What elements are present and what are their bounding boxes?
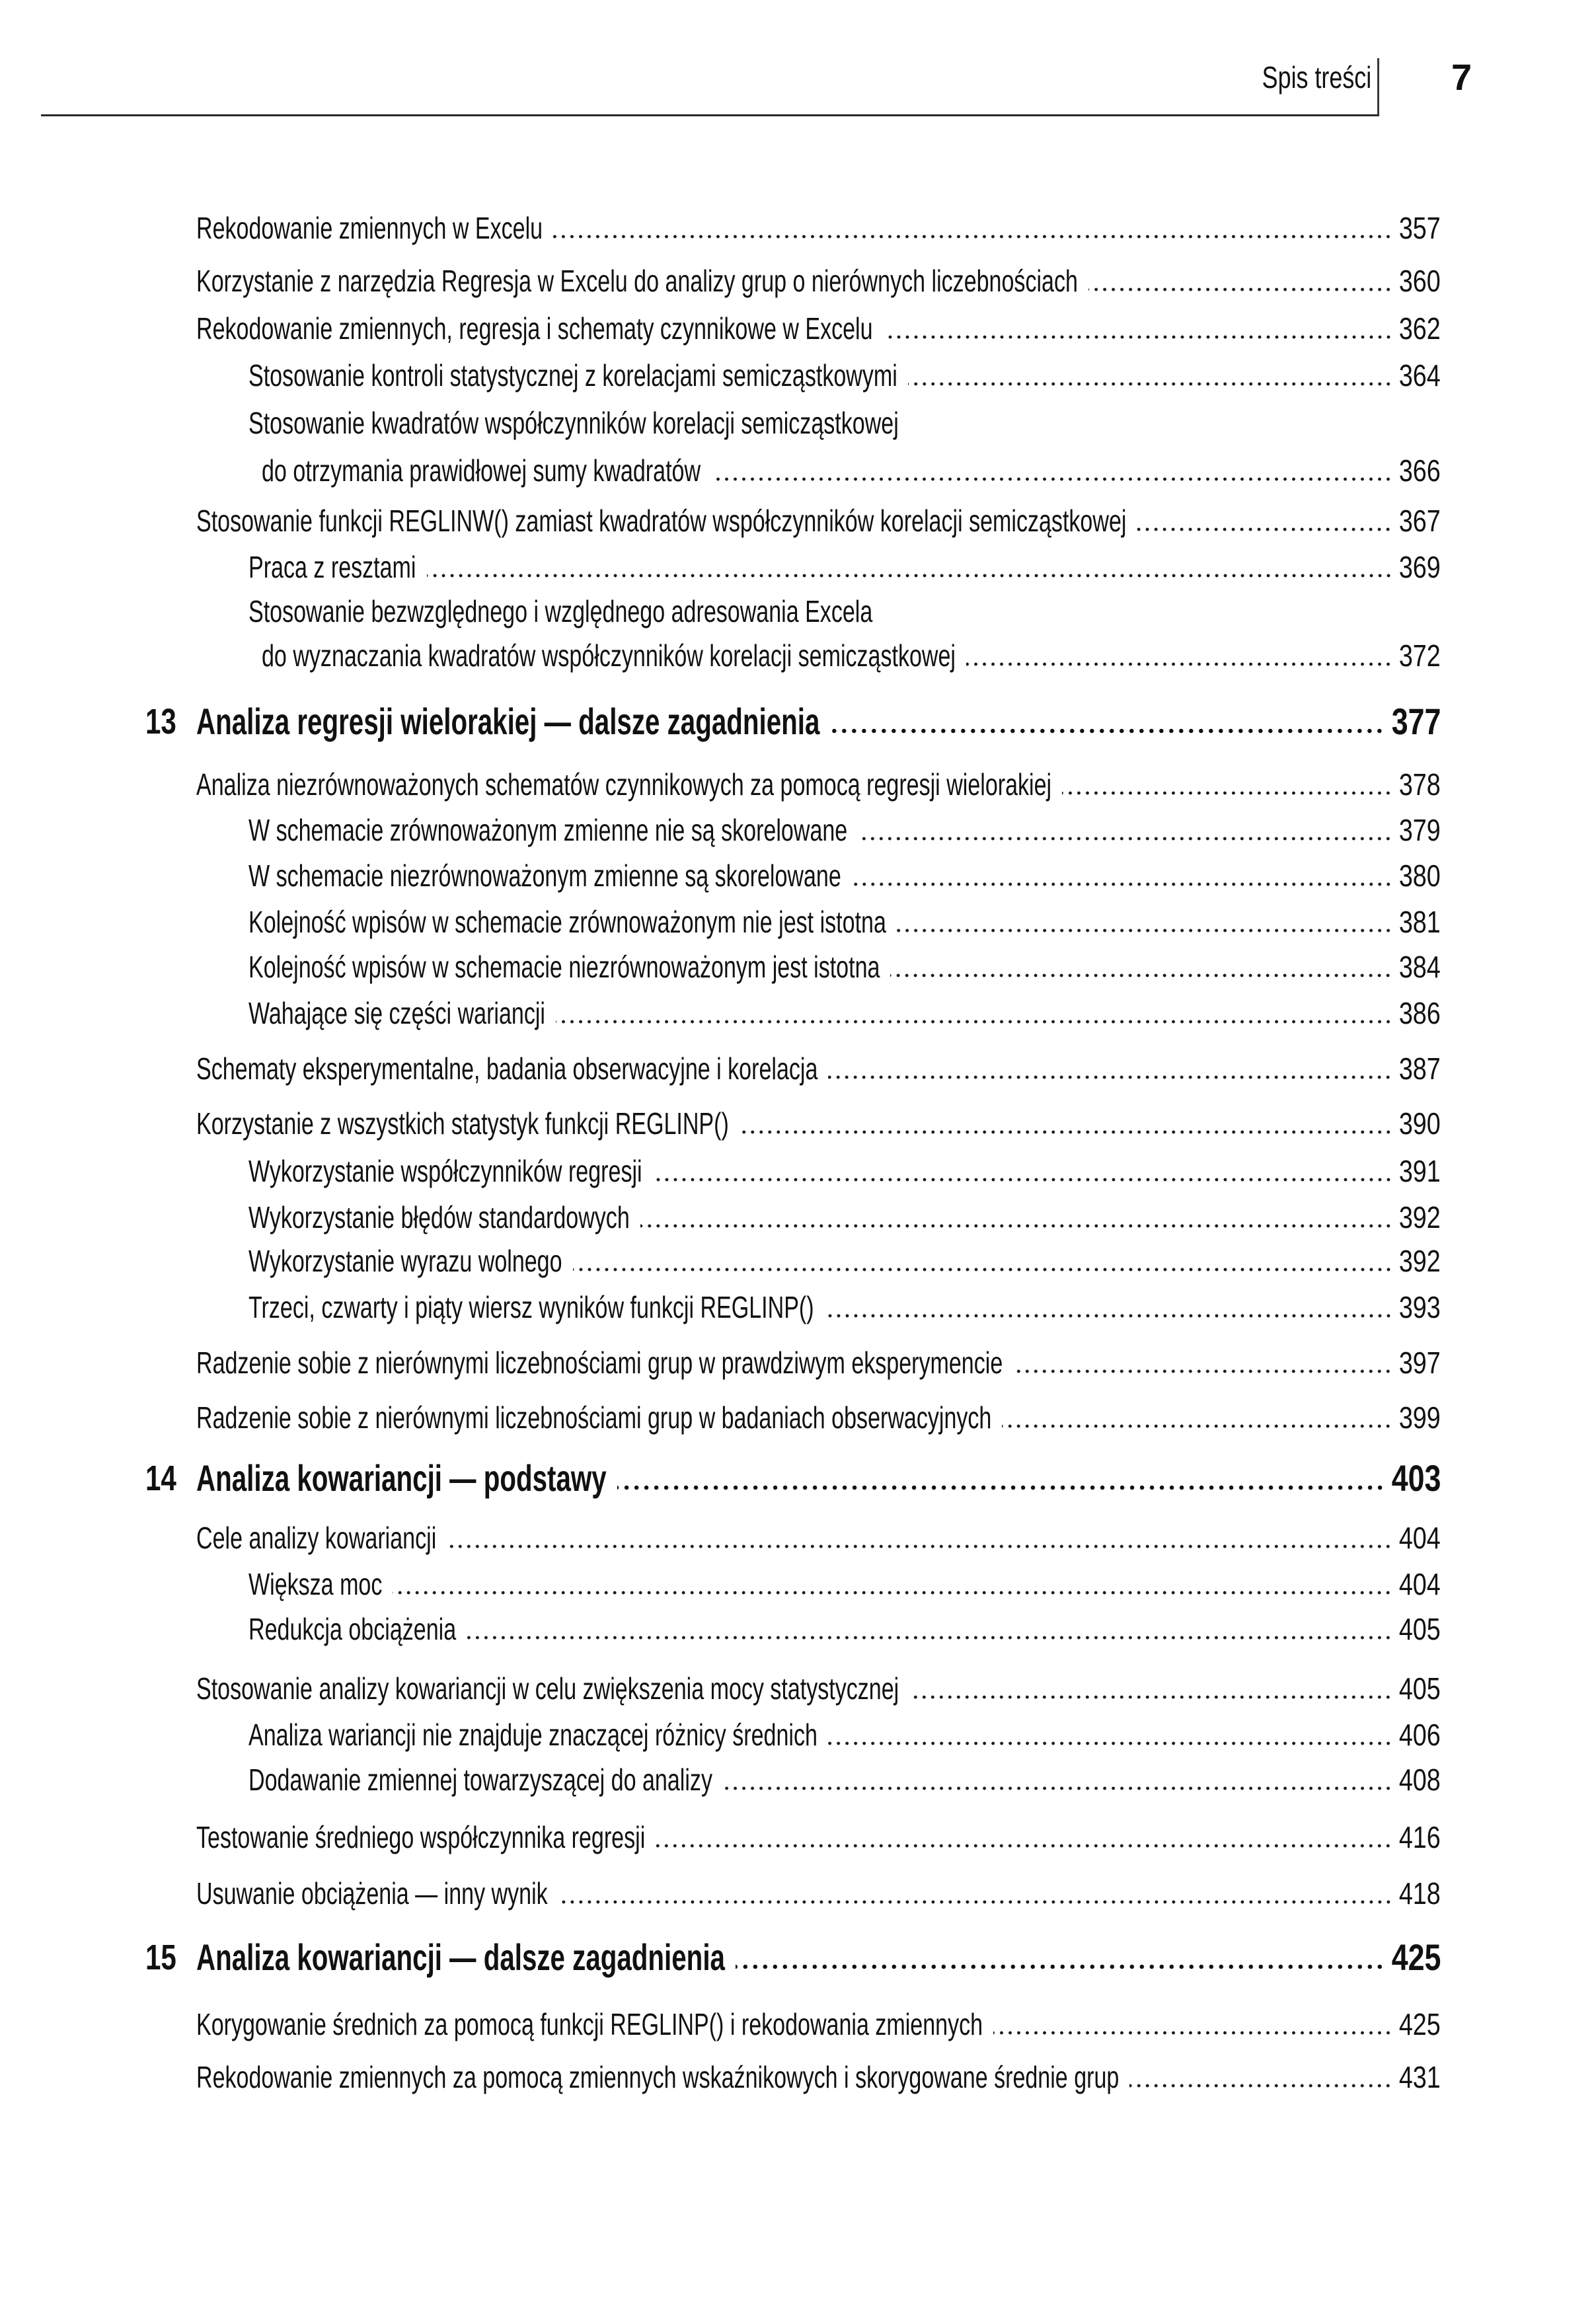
dot-leader xyxy=(966,662,1392,666)
entry-title: Cele analizy kowariancji xyxy=(196,1521,437,1555)
toc-entry[interactable] xyxy=(0,2057,1596,2097)
toc-chapter-entry[interactable] xyxy=(0,702,1596,741)
dot-leader xyxy=(1062,791,1392,795)
dot-leader xyxy=(556,1020,1392,1024)
dot-leader xyxy=(1002,1424,1392,1428)
entry-page-number: 380 xyxy=(1399,858,1441,893)
entry-title-wrap xyxy=(248,547,475,587)
entry-title: Korzystanie z narzędzia Regresja w Excelu do analizy grup o nierównych liczebnościach xyxy=(196,264,1078,298)
entry-page-number: 405 xyxy=(1399,1671,1441,1706)
entry-title: Stosowanie bezwzględnego i względnego adresowania Excela xyxy=(248,594,873,628)
entry-title-wrap xyxy=(196,1343,1286,1383)
entry-title-wrap xyxy=(196,1104,916,1143)
toc-entry[interactable] xyxy=(0,947,1596,987)
entry-page-number: 379 xyxy=(1399,813,1441,847)
toc-entry[interactable] xyxy=(0,993,1596,1033)
entry-title: Usuwanie obciążenia — inny wynik xyxy=(196,1876,548,1911)
entry-page-number: 360 xyxy=(1399,264,1441,298)
entry-title-wrap xyxy=(248,1564,429,1604)
entry-page-number: 369 xyxy=(1399,550,1441,584)
toc-entry[interactable] xyxy=(0,1760,1596,1800)
dot-leader xyxy=(1129,2084,1392,2088)
entry-page-number: 364 xyxy=(1399,358,1441,393)
dot-leader xyxy=(553,235,1392,239)
dot-leader xyxy=(653,1178,1392,1182)
dot-leader xyxy=(908,382,1392,386)
toc-entry[interactable] xyxy=(0,403,1596,443)
toc-entry[interactable] xyxy=(0,1564,1596,1604)
entry-title-wrap xyxy=(248,902,1110,942)
entry-title: Większa moc xyxy=(248,1567,383,1601)
toc-entry[interactable] xyxy=(0,810,1596,850)
entry-title: Stosowanie analizy kowariancji w celu zwiększenia mocy statystycznej xyxy=(196,1671,899,1706)
toc-entry[interactable] xyxy=(0,765,1596,804)
chapter-title: Analiza regresji wielorakiej — dalsze zagadnienia xyxy=(196,701,820,742)
entry-title: Trzeci, czwarty i piąty wiersz wyników funkcji REGLINP() xyxy=(248,1290,814,1324)
entry-title-wrap xyxy=(196,2057,1443,2097)
toc-entry[interactable] xyxy=(0,356,1596,395)
chapter-number: 15 xyxy=(145,1938,176,1977)
entry-page-number: 404 xyxy=(1399,1567,1441,1601)
toc-chapter-entry[interactable] xyxy=(0,1459,1596,1498)
entry-title-wrap xyxy=(196,1938,931,1977)
entry-page-number: 367 xyxy=(1399,504,1441,538)
entry-title: Rekodowanie zmiennych, regresja i schematy czynnikowe w Excelu xyxy=(196,311,873,346)
entry-page-number: 408 xyxy=(1399,1763,1441,1797)
toc-entry[interactable] xyxy=(0,1715,1596,1755)
entry-page-number: 425 xyxy=(1399,2007,1441,2041)
entry-title-wrap xyxy=(248,403,1127,443)
toc-entry[interactable] xyxy=(0,451,1596,490)
dot-leader xyxy=(736,1964,1385,1969)
entry-page-number: 404 xyxy=(1399,1521,1441,1555)
entry-page-number: 399 xyxy=(1399,1400,1441,1435)
dot-leader xyxy=(830,728,1385,734)
entry-title: Praca z resztami xyxy=(248,550,416,584)
dot-leader xyxy=(890,973,1392,977)
entry-page-number: 392 xyxy=(1399,1244,1441,1278)
dot-leader xyxy=(573,1268,1393,1272)
entry-title-wrap xyxy=(248,1715,1017,1755)
entry-title-wrap xyxy=(196,765,1352,804)
toc-entry[interactable] xyxy=(0,1049,1596,1088)
running-header-title: Spis treści xyxy=(1262,60,1371,95)
toc-entry[interactable] xyxy=(0,547,1596,587)
entry-page-number: 366 xyxy=(1399,453,1441,488)
entry-title: do wyznaczania kwadratów współczynników korelacji semicząstkowej xyxy=(262,638,956,673)
chapter-number: 13 xyxy=(145,702,176,741)
toc-entry[interactable] xyxy=(0,902,1596,942)
entry-title-wrap xyxy=(248,993,650,1033)
toc-chapter-entry[interactable] xyxy=(0,1938,1596,1977)
entry-page-number: 378 xyxy=(1399,767,1441,802)
entry-title: Rekodowanie zmiennych w Excelu xyxy=(196,211,543,245)
entry-page-number: 431 xyxy=(1399,2060,1441,2094)
toc-entry[interactable] xyxy=(0,1104,1596,1143)
dot-leader xyxy=(1013,1369,1392,1373)
entry-page-number: 387 xyxy=(1399,1051,1441,1086)
entry-title: Wahające się części wariancji xyxy=(248,996,545,1030)
entry-page-number: 390 xyxy=(1399,1106,1441,1141)
entry-title: Wykorzystanie współczynników regresji xyxy=(248,1154,642,1188)
header-rule xyxy=(41,114,1379,116)
entry-page-number: 397 xyxy=(1399,1346,1441,1380)
entry-title: W schemacie zrównoważonym zmienne nie są skorelowane xyxy=(248,813,848,847)
entry-title: Schematy eksperymentalne, badania obserwacyjne i korelacja xyxy=(196,1051,818,1086)
dot-leader xyxy=(825,1314,1392,1318)
toc-entry[interactable] xyxy=(0,2004,1596,2044)
entry-title-wrap xyxy=(196,1817,803,1857)
dot-leader xyxy=(828,1741,1392,1745)
dot-leader xyxy=(884,335,1393,339)
toc-entry[interactable] xyxy=(0,1817,1596,1857)
entry-page-number: 384 xyxy=(1399,950,1441,984)
entry-title-wrap xyxy=(196,2004,1259,2044)
entry-title-wrap xyxy=(248,856,1049,895)
entry-page-number: 391 xyxy=(1399,1154,1441,1188)
entry-title: Stosowanie funkcji REGLINW() zamiast kwadratów współczynników korelacji semicząstkowej xyxy=(196,504,1127,538)
header-divider xyxy=(1377,58,1379,116)
entry-page-number: 425 xyxy=(1391,1936,1441,1978)
dot-leader xyxy=(740,1130,1392,1134)
entry-title: Stosowanie kontroli statystycznej z korelacjami semicząstkowymi xyxy=(248,358,897,393)
toc-entry[interactable] xyxy=(0,309,1596,348)
toc-entry[interactable] xyxy=(0,501,1596,541)
dot-leader xyxy=(640,1224,1392,1228)
toc-entry[interactable] xyxy=(0,1669,1596,1708)
entry-title-wrap xyxy=(262,636,1199,675)
entry-title-wrap xyxy=(196,1518,521,1558)
dot-leader xyxy=(467,1636,1392,1640)
entry-title-wrap xyxy=(196,1669,1146,1708)
toc-entry[interactable] xyxy=(0,1518,1596,1558)
entry-title-wrap xyxy=(196,1049,1036,1088)
entry-page-number: 377 xyxy=(1391,701,1441,742)
entry-title: Radzenie sobie z nierównymi liczebnościami grup w badaniach obserwacyjnych xyxy=(196,1400,992,1435)
entry-title-wrap xyxy=(248,1287,1012,1327)
entry-title: Redukcja obciążenia xyxy=(248,1612,457,1646)
entry-page-number: 416 xyxy=(1399,1820,1441,1854)
toc-entry[interactable] xyxy=(0,1398,1596,1437)
entry-page-number: 405 xyxy=(1399,1612,1441,1646)
entry-title-wrap xyxy=(248,1609,529,1649)
entry-title: Wykorzystanie wyrazu wolnego xyxy=(248,1244,562,1278)
dot-leader xyxy=(723,1786,1392,1790)
entry-title-wrap xyxy=(196,501,1453,541)
entry-title-wrap xyxy=(196,208,664,248)
toc-entry[interactable] xyxy=(0,591,1596,631)
entry-title: Rekodowanie zmiennych za pomocą zmiennych wskaźnikowych i skorygowane średnie grup xyxy=(196,2060,1120,2094)
entry-page-number: 418 xyxy=(1399,1876,1441,1911)
entry-page-number: 381 xyxy=(1399,905,1441,939)
dot-leader xyxy=(828,1075,1392,1079)
toc-entry[interactable] xyxy=(0,1241,1596,1281)
entry-title-wrap xyxy=(248,1197,763,1237)
entry-title-wrap xyxy=(248,1151,780,1191)
dot-leader xyxy=(427,574,1393,578)
toc-entry[interactable] xyxy=(0,1151,1596,1191)
entry-title: Dodawanie zmiennej towarzyszącej do analizy xyxy=(248,1763,712,1797)
entry-page-number: 362 xyxy=(1399,311,1441,346)
dot-leader xyxy=(858,837,1392,841)
entry-title: Analiza wariancji nie znajduje znaczącej różnicy średnich xyxy=(248,1718,817,1752)
entry-page-number: 403 xyxy=(1391,1457,1441,1499)
entry-page-number: 372 xyxy=(1399,638,1441,673)
toc-entry[interactable] xyxy=(0,1197,1596,1237)
toc-entry[interactable] xyxy=(0,1874,1596,1913)
dot-leader xyxy=(1137,527,1392,531)
entry-title-wrap xyxy=(248,810,1058,850)
entry-title: Korzystanie z wszystkich statystyk funkcji REGLINP() xyxy=(196,1106,729,1141)
entry-page-number: 357 xyxy=(1399,211,1441,245)
toc-entry[interactable] xyxy=(0,636,1596,675)
entry-title-wrap xyxy=(248,947,1102,987)
toc-entry[interactable] xyxy=(0,1609,1596,1649)
toc-entry[interactable] xyxy=(0,261,1596,301)
dot-leader xyxy=(852,882,1392,886)
entry-title: Stosowanie kwadratów współczynników korelacji semicząstkowej xyxy=(248,406,899,440)
entry-title-wrap xyxy=(196,702,1062,741)
entry-title-wrap xyxy=(196,261,1388,301)
entry-title-wrap xyxy=(196,309,1110,348)
entry-title: Kolejność wpisów w schemacie zrównoważonym nie jest istotna xyxy=(248,905,886,939)
entry-title-wrap xyxy=(248,1760,876,1800)
toc-entry[interactable] xyxy=(0,856,1596,895)
entry-title-wrap xyxy=(248,591,1092,631)
entry-title-wrap xyxy=(196,1874,671,1913)
dot-leader xyxy=(617,1485,1385,1490)
entry-title-wrap xyxy=(196,1459,766,1498)
chapter-title: Analiza kowariancji — dalsze zagadnienia xyxy=(196,1936,725,1978)
dot-leader xyxy=(656,1844,1392,1848)
entry-title-wrap xyxy=(248,1241,672,1281)
dot-leader xyxy=(1088,287,1392,291)
entry-title: Korygowanie średnich za pomocą funkcji REGLINP() i rekodowania zmiennych xyxy=(196,2007,983,2041)
entry-title: Analiza niezrównoważonych schematów czynnikowych za pomocą regresji wielorakiej xyxy=(196,767,1052,802)
entry-title: Radzenie sobie z nierównymi liczebnościami grup w prawdziwym eksperymencie xyxy=(196,1346,1003,1380)
entry-title-wrap xyxy=(248,356,1125,395)
entry-title: Wykorzystanie błędów standardowych xyxy=(248,1200,630,1234)
dot-leader xyxy=(393,1591,1392,1595)
entry-title-wrap xyxy=(196,1398,1271,1437)
entry-title: W schemacie niezrównoważonym zmienne są skorelowane xyxy=(248,858,841,893)
entry-page-number: 406 xyxy=(1399,1718,1441,1752)
dot-leader xyxy=(558,1900,1392,1904)
dot-leader xyxy=(447,1544,1392,1548)
entry-page-number: 392 xyxy=(1399,1200,1441,1234)
page-number: 7 xyxy=(1451,56,1472,98)
dot-leader xyxy=(993,2031,1392,2035)
toc-entry[interactable] xyxy=(0,208,1596,248)
entry-title: Kolejność wpisów w schemacie niezrównoważonym jest istotna xyxy=(248,950,880,984)
entry-page-number: 386 xyxy=(1399,996,1441,1030)
chapter-title: Analiza kowariancji — podstawy xyxy=(196,1457,607,1499)
entry-title: do otrzymania prawidłowej sumy kwadratów xyxy=(262,453,701,488)
toc-entry[interactable] xyxy=(0,1287,1596,1327)
dot-leader xyxy=(897,929,1392,932)
chapter-number: 14 xyxy=(145,1459,176,1498)
entry-title: Testowanie średniego współczynnika regresji xyxy=(196,1820,646,1854)
dot-leader xyxy=(711,477,1392,481)
entry-title-wrap xyxy=(262,451,855,490)
entry-page-number: 393 xyxy=(1399,1290,1441,1324)
dot-leader xyxy=(909,1695,1392,1699)
toc-entry[interactable] xyxy=(0,1343,1596,1383)
